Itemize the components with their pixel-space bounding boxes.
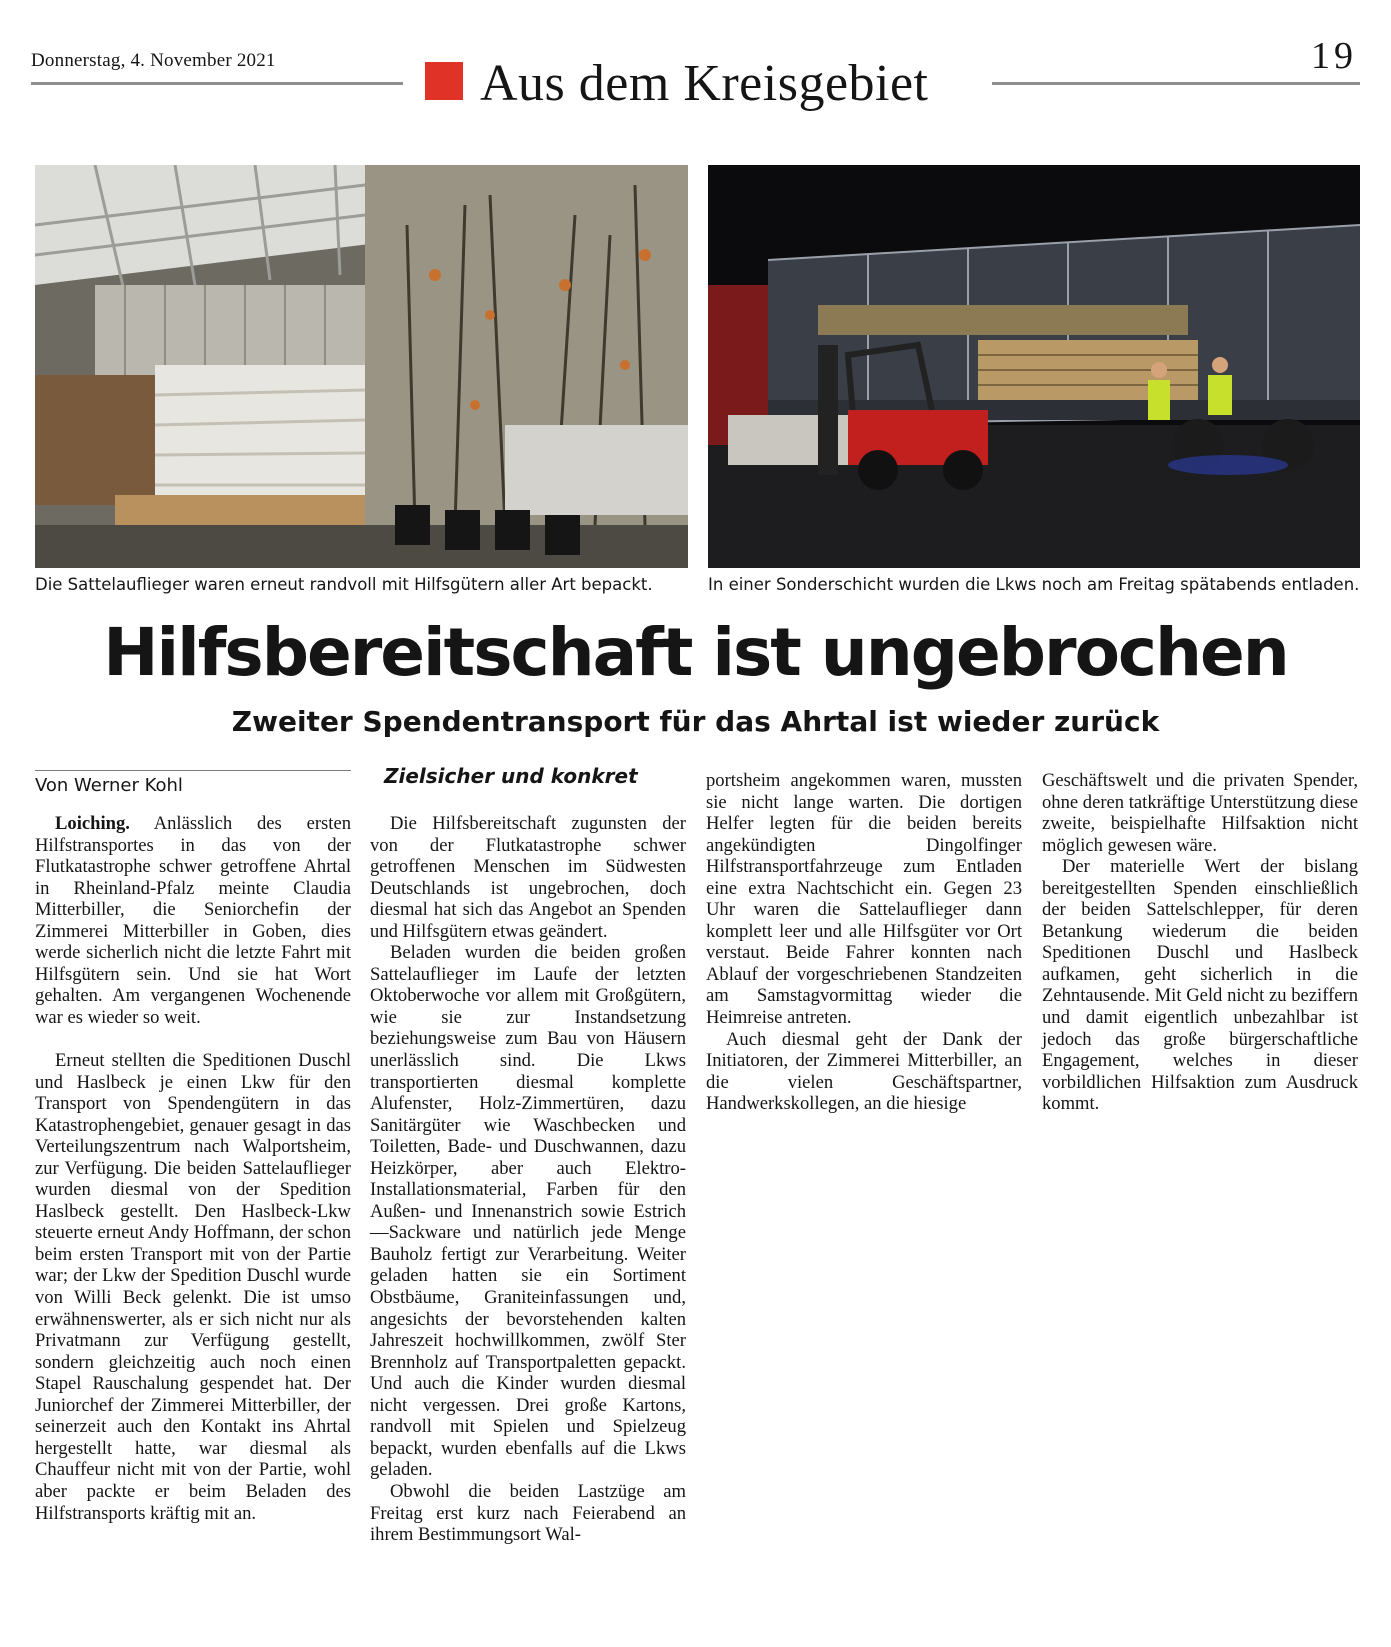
- photo-loaded-trailer: [35, 165, 688, 568]
- section-marker: [425, 62, 463, 100]
- text-column-2: [370, 813, 686, 1546]
- section-title: Aus dem Kreisgebiet: [480, 55, 929, 112]
- text-column-3: [706, 770, 1022, 1115]
- section-subhead: Zielsicher und konkret: [384, 764, 638, 788]
- paragraph: Die Hilfsbereitschaft zugunsten der von der Flutkatastrophe schwer getroffenen Menschen im Südwesten Deutschlands ist ungebrochen, doch diesmal hat sich das Angebot an Spenden und Hilfsgütern etwas geändert.: [370, 813, 686, 942]
- article-subheadline: Zweiter Spendentransport für das Ahrtal ist wieder zurück: [231, 705, 1160, 738]
- paragraph: Obwohl die beiden Lastzüge am Freitag erst kurz nach Feierabend an ihrem Bestimmungsort Wal-: [370, 1480, 686, 1546]
- byline: Von Werner Kohl: [35, 770, 351, 796]
- paragraph: Erneut stellten die Speditionen Duschl und Haslbeck je einen Lkw für den Transport von Spendengütern in das Katastrophengebiet, genauer gesagt in das Verteilungszentrum nach Walportsheim, zur Verfügung. Die beiden Sattelauflieger wurden diesmal von der Spedition Haslbeck gestellt. Den Haslbeck-Lkw steuerte erneut Andy Hoffmann, der schon beim ersten Transport mit von der Partie war; der Lkw der Spedition Duschl wurde von Willi Beck gelenkt. Die ist umso erwähnenswerter, als er sich nicht nur als Privatmann zur Verfügung gestellt, sondern gleichzeitig auch noch einen Stapel Rauschalung gespendet hat. Der Juniorchef der Zimmerei Mitterbiller, der seinerzeit auch den Kontakt ins Ahrtal hergestellt hatte, war diesmal als Chauffeur nicht mit von der Partie, wohl aber packte er beim Beladen des Hilfstransports kräftig mit an.: [35, 1050, 351, 1524]
- text-column-4: [1042, 770, 1358, 1115]
- page-number: 19: [1311, 35, 1357, 77]
- text-column-1: [35, 813, 351, 1524]
- header-rule-left: [31, 82, 403, 85]
- paragraph: Beladen wurden die beiden großen Sattelauflieger im Laufe der letzten Oktoberwoche vor allem mit Großgütern, wie sie zur Instandsetzung beziehungsweise zum Bau von Häusern unerlässlich sind. Die Lkws transportierten diesmal komplette Alufenster, Holz-Zimmertüren, dazu Sanitärgüter wie Waschbecken und Toiletten, Bade- und Duschwannen, dazu Heizkörper, aber auch Elektro-Installationsmaterial, Farben für den Außen- und Innenanstrich sowie Estrich—Sackware und natürlich jede Menge Bauholz fertigt zur Verarbeitung. Weiter geladen hatten sie ein Sortiment Obstbäume, Graniteinfassungen und, angesichts der bevorstehenden kalten Jahreszeit hochwillkommen, zwölf Ster Brennholz auf Transportpaletten gepackt. Und auch die Kinder wurden diesmal nicht vergessen. Drei große Kartons, randvoll mit Spielen und Spielzeug bepackt, wurden ebenfalls auf die Lkws geladen.: [370, 942, 686, 1481]
- header-rule-right: [992, 82, 1360, 85]
- article-headline: Hilfsbereitschaft ist ungebrochen: [103, 614, 1288, 691]
- photo-night-unloading: [708, 165, 1360, 568]
- dateline: Loiching.: [55, 813, 130, 834]
- photo-caption-left: Die Sattelauflieger waren erneut randvoll mit Hilfsgütern aller Art bepackt.: [35, 575, 653, 594]
- paragraph: Der materielle Wert der bislang bereitgestellten Spenden einschließlich der beiden Sattelschlepper, für deren Betankung wiederum die beiden Speditionen Duschl und Haslbeck aufkamen, geht sicherlich in die Zehntausende. Mit Geld nicht zu beziffern und damit eigentlich unbezahlbar ist jedoch das große bürgerschaftliche Engagement, welches in dieser vorbildlichen Hilfsaktion zum Ausdruck kommt.: [1042, 856, 1358, 1115]
- paragraph: portsheim angekommen waren, mussten sie nicht lange warten. Die dortigen Helfer legten für die beiden bereits angekündigten Dingolfinger Hilfstransportfahrzeuge zum Entladen eine extra Nachtschicht ein. Gegen 23 Uhr waren die Sattelauflieger dann komplett leer und alle Hilfsgüter vor Ort verstaut. Beide Fahrer konnten nach Ablauf der vorgeschriebenen Standzeiten am Samstagvormittag wieder die Heimreise antreten.: [706, 770, 1022, 1029]
- paragraph-text: Anlässlich des ersten Hilfstransportes in das von der Flutkatastrophe schwer getroffene Ahrtal in Rheinland-Pfalz meinte Claudia Mitterbiller, die Seniorchefin der Zimmerei Mitterbiller in Goben, dies werde sicherlich nicht die letzte Fahrt mit Hilfsgütern sein. Und sie hat Wort gehalten. Am vergangenen Wochenende war es wieder so weit.: [35, 813, 351, 1028]
- photo-caption-right: In einer Sonderschicht wurden die Lkws noch am Freitag spätabends entladen.: [708, 575, 1360, 594]
- paragraph: [35, 813, 351, 1028]
- paragraph: Geschäftswelt und die privaten Spender, ohne deren tatkräftige Unterstützung diese zweite, beispielhafte Hilfsaktion nicht möglich gewesen wäre.: [1042, 770, 1358, 856]
- issue-date: Donnerstag, 4. November 2021: [31, 50, 276, 71]
- paragraph: Auch diesmal geht der Dank der Initiatoren, der Zimmerei Mitterbiller, an die vielen Geschäftspartner, Handwerkskollegen, an die hiesige: [706, 1028, 1022, 1115]
